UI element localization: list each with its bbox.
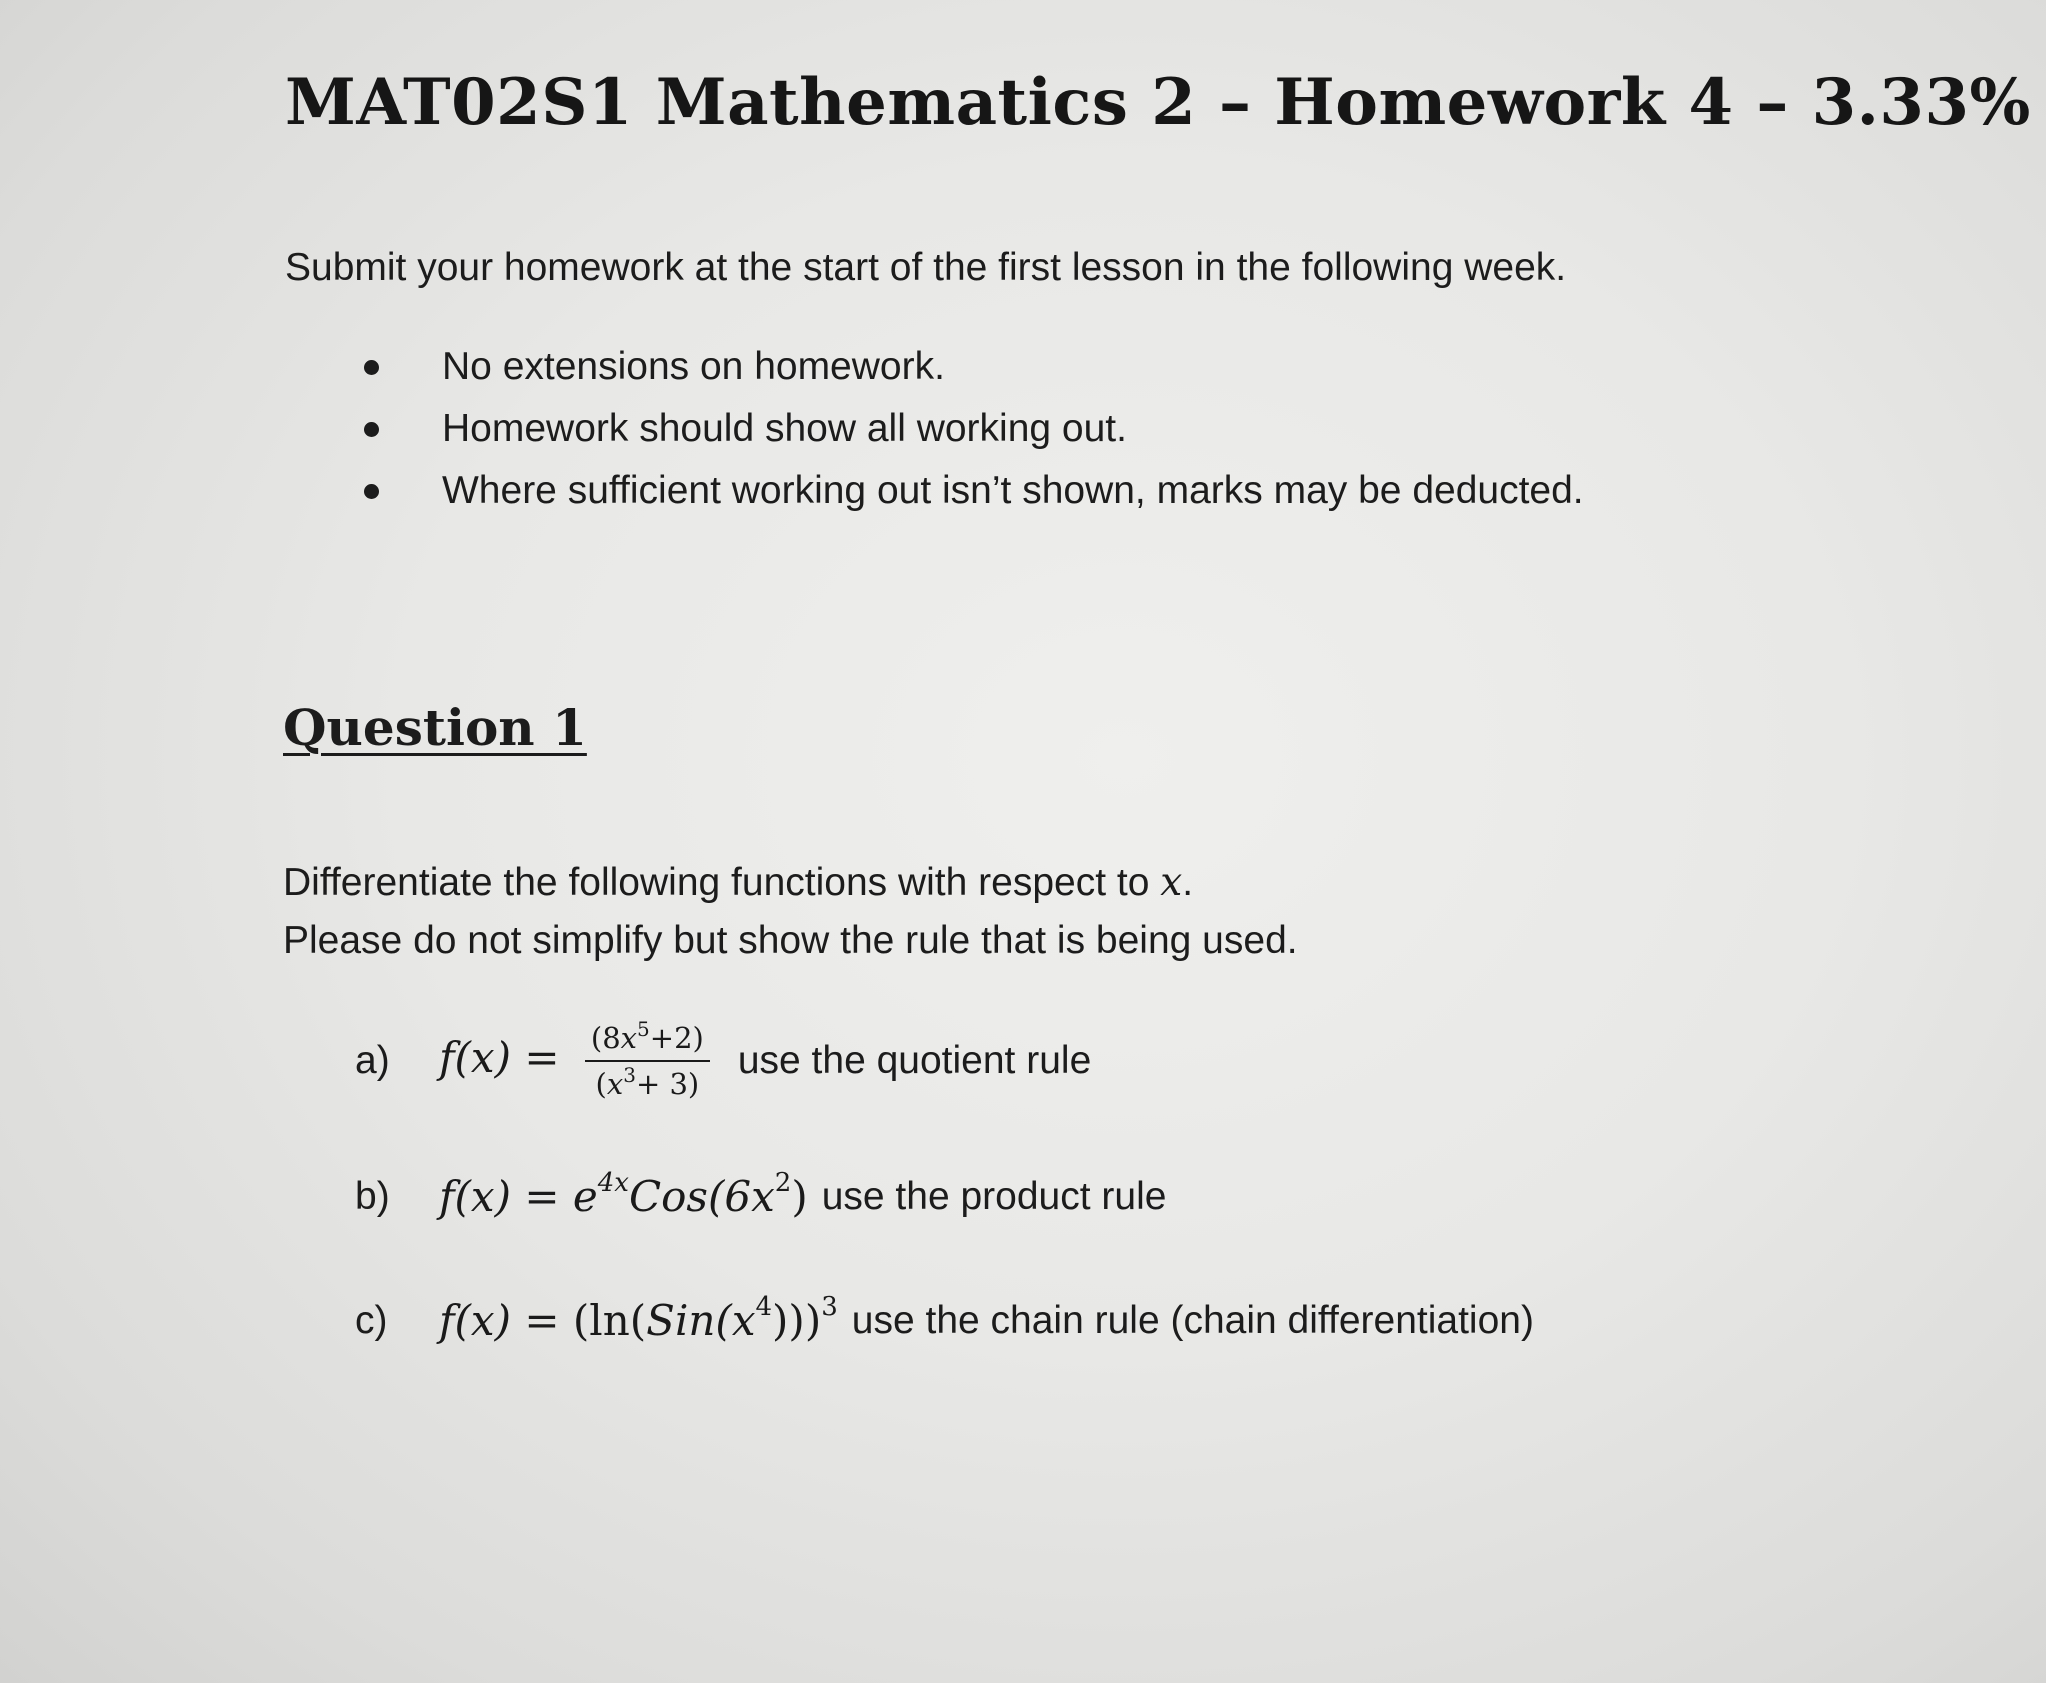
function-expression	[439, 1168, 808, 1221]
sine-var: x	[731, 1296, 756, 1345]
question-part-a	[355, 1018, 1091, 1104]
rule-hint: use the product rule	[821, 1174, 1167, 1218]
sine-function: Sin(	[646, 1296, 732, 1345]
rule-text: No extensions on homework.	[442, 345, 945, 388]
function-lhs: f(x) =	[439, 1296, 560, 1345]
exponential-power: 4x	[597, 1168, 629, 1198]
numerator-open: (8	[590, 1021, 621, 1055]
numerator-exponent: 5	[637, 1017, 650, 1041]
denominator-open: (	[595, 1067, 607, 1101]
sine-exponent: 4	[755, 1292, 773, 1322]
function-expression	[439, 1292, 838, 1345]
numerator-close: +2)	[649, 1021, 704, 1055]
denominator-var: x	[606, 1067, 624, 1101]
bullet-icon	[364, 360, 379, 375]
submission-instruction: Submit your homework at the start of the first lesson in the following week.	[285, 246, 1567, 289]
bullet-icon	[364, 422, 379, 437]
list-item	[360, 398, 1584, 460]
rules-list	[360, 336, 1584, 522]
list-item	[360, 460, 1584, 522]
instruction-line-2: Please do not simplify but show the rule that is being used.	[283, 919, 1298, 962]
list-item	[360, 336, 1584, 398]
numerator-var: x	[620, 1021, 638, 1055]
rule-hint: use the chain rule (chain differentiation)	[851, 1298, 1534, 1342]
fraction-numerator	[585, 1018, 710, 1058]
fraction-bar	[585, 1060, 710, 1062]
question-part-c	[355, 1292, 1534, 1345]
log-open: (ln(	[572, 1296, 647, 1345]
part-label: c)	[355, 1298, 388, 1342]
denominator-close: + 3)	[635, 1067, 700, 1101]
cosine-function: Cos(6	[628, 1172, 752, 1221]
exponential-base: e	[572, 1172, 598, 1221]
instruction-text: Differentiate the following functions with respect to	[283, 861, 1150, 904]
function-lhs: f(x) =	[439, 1172, 560, 1221]
instruction-period: .	[1182, 861, 1194, 904]
cosine-close: )	[791, 1172, 808, 1221]
function-expression	[439, 1018, 724, 1104]
cosine-var: x	[751, 1172, 775, 1221]
rule-text: Homework should show all working out.	[442, 407, 1127, 450]
rule-text: Where sufficient working out isn’t shown, marks may be deducted.	[442, 469, 1584, 512]
part-label: a)	[355, 1039, 390, 1082]
question-part-b	[355, 1168, 1167, 1221]
page-title: MAT02S1 Mathematics 2 – Homework 4 – 3.33%	[285, 65, 2031, 140]
question-instructions	[283, 854, 1298, 970]
cosine-exponent: 2	[774, 1168, 792, 1198]
outer-exponent: 3	[821, 1292, 838, 1322]
part-label: b)	[355, 1174, 390, 1218]
denominator-exponent: 3	[623, 1063, 636, 1087]
bullet-icon	[364, 484, 379, 499]
function-lhs: f(x) =	[439, 1033, 560, 1082]
nested-close: )))	[772, 1296, 822, 1345]
fraction-denominator	[590, 1064, 706, 1104]
question-heading: Question 1	[283, 698, 587, 757]
rule-hint: use the quotient rule	[737, 1039, 1092, 1082]
fraction	[585, 1018, 710, 1104]
instruction-line-1	[283, 854, 1298, 912]
variable-x: x	[1160, 860, 1183, 905]
